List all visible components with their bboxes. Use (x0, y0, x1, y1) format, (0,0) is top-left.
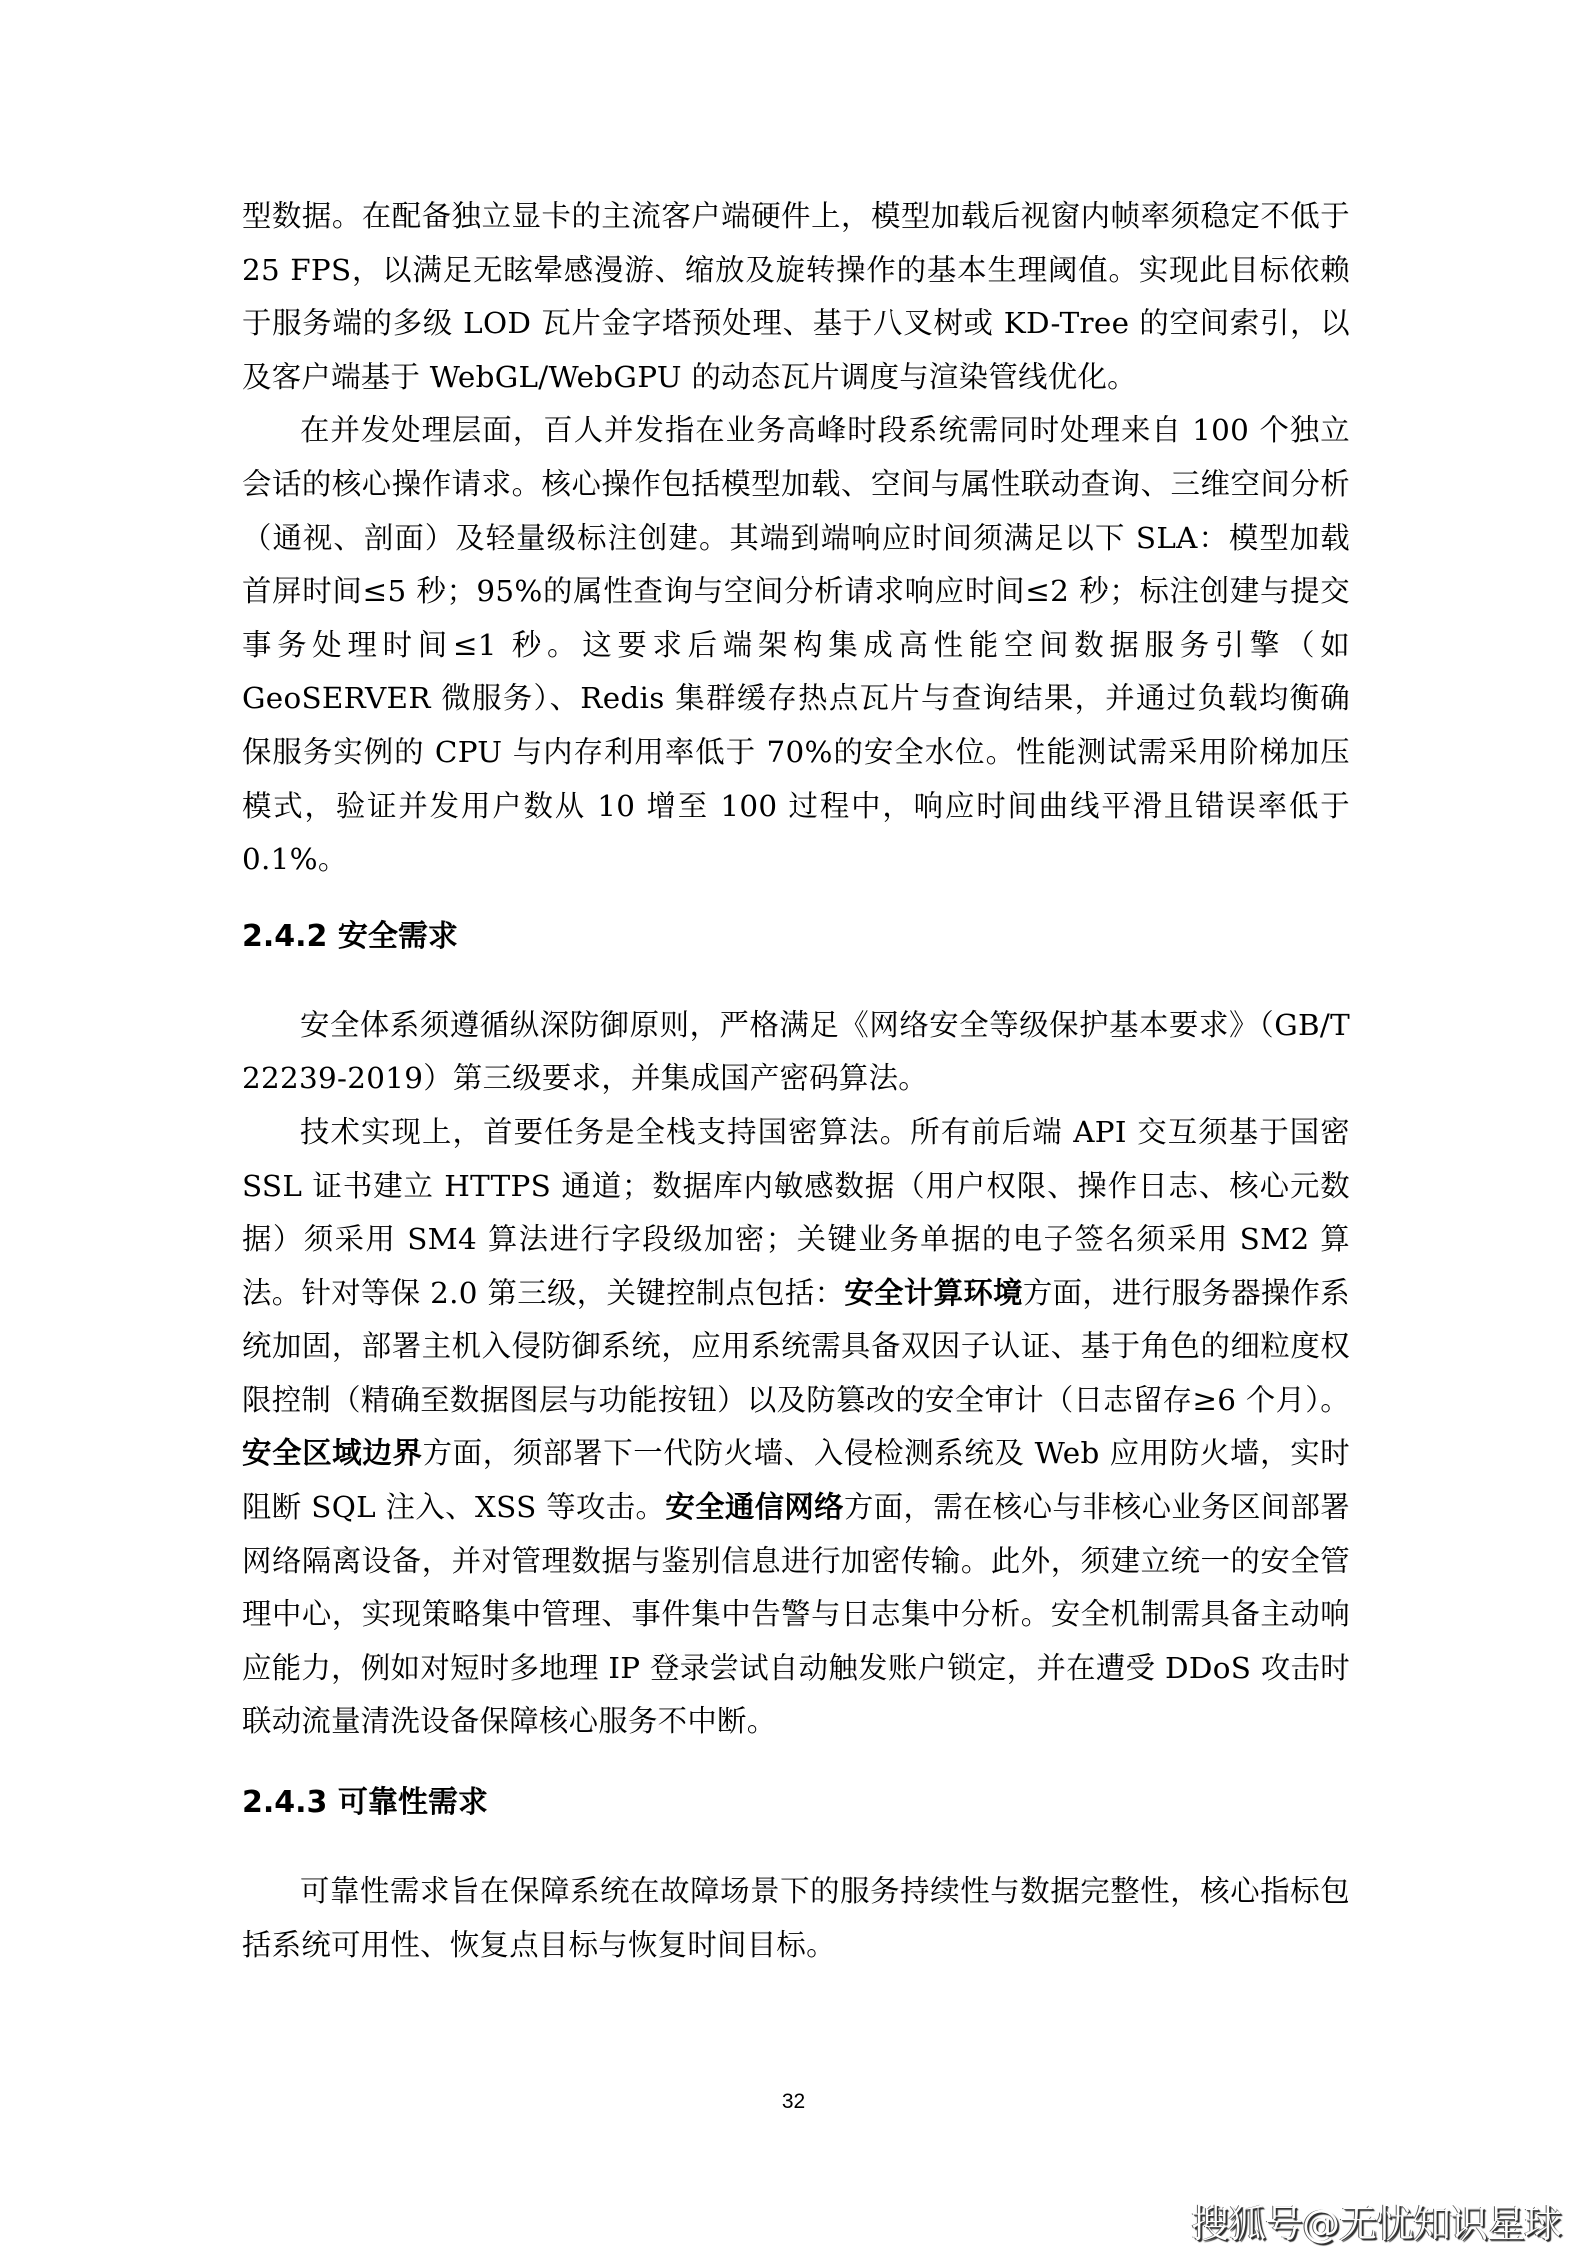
document-page (242, 190, 1350, 1972)
section-heading-security: 2.4.2 安全需求 (242, 918, 458, 954)
paragraph-reliability-intro: 可靠性需求旨在保障系统在故障场景下的服务持续性与数据完整性，核心指标包括系统可用性、恢复点目标与恢复时间目标。 (242, 1874, 1350, 1962)
page-number: 32 (781, 2090, 806, 2113)
paragraph-security-implementation (242, 1106, 1350, 1749)
bold-term-compute-environment: 安全计算环境 (844, 1275, 1023, 1310)
text-run: 方面，进行服务器操作系统加固，部署主机入侵防御系统，应用系统需具备双因子认证、基于角色的细粒度权限控制（精确至数据图层与功能按钮）以及防篡改的安全审计（日志留存≥6 个月）。 (242, 1275, 1350, 1417)
bold-term-communication-network: 安全通信网络 (665, 1490, 844, 1525)
section-heading-reliability: 2.4.3 可靠性需求 (242, 1785, 488, 1821)
text-run: 方面，需在核心与非核心业务区间部署网络隔离设备，并对管理数据与鉴别信息进行加密传输。此外，须建立统一的安全管理中心，实现策略集中管理、事件集中告警与日志集中分析。安全机制需具备主动响应能力，例如对短时多地理 IP 登录尝试自动触发账户锁定，并在遭受 DDoS 攻击时联动流量清洗设备保障核心服务不中断。 (242, 1490, 1350, 1739)
watermark: 搜狐号@无忧知识星球 (1190, 2202, 1561, 2246)
paragraph-concurrency: 在并发处理层面，百人并发指在业务高峰时段系统需同时处理来自 100 个独立会话的核心操作请求。核心操作包括模型加载、空间与属性联动查询、三维空间分析（通视、剖面）及轻量级标注创建。其端到端响应时间须满足以下 SLA：模型加载首屏时间≤5 秒；95%的属性查询与空间分析请求响应时间≤2 秒；标注创建与提交事务处理时间≤1 秒。这要求后端架构集成高性能空间数据服务引擎（如 GeoSERVER 微服务）、Redis 集群缓存热点瓦片与查询结果，并通过负载均衡确保服务实例的 CPU 与内存利用率低于 70%的安全水位。性能测试需采用阶梯加压模式，验证并发用户数从 10 增至 100 过程中，响应时间曲线平滑且错误率低于 0.1%。 (242, 413, 1350, 877)
paragraph-performance-fps: 型数据。在配备独立显卡的主流客户端硬件上，模型加载后视窗内帧率须稳定不低于 25 FPS，以满足无眩晕感漫游、缩放及旋转操作的基本生理阈值。实现此目标依赖于服务端的多级 LOD 瓦片金字塔预处理、基于八叉树或 KD-Tree 的空间索引，以及客户端基于 WebGL/WebGPU 的动态瓦片调度与渲染管线优化。 (242, 199, 1350, 394)
text-run: 技术实现上，首要任务是全栈支持国密算法。所有前后端 API 交互须基于国密 SSL 证书建立 HTTPS 通道；数据库内敏感数据（用户权限、操作日志、核心元数据）须采用 SM4 算法进行字段级加密；关键业务单据的电子签名须采用 SM2 算法。针对等保 2.0 第三级，关键控制点包括： (242, 1114, 1350, 1310)
bold-term-area-boundary: 安全区域边界 (242, 1436, 423, 1471)
text-run: 方面，须部署下一代防火墙、入侵检测系统及 Web 应用防火墙，实时阻断 SQL 注入、XSS 等攻击。 (242, 1436, 1350, 1525)
paragraph-security-intro: 安全体系须遵循纵深防御原则，严格满足《网络安全等级保护基本要求》（GB/T 22239-2019）第三级要求，并集成国产密码算法。 (242, 1007, 1350, 1096)
